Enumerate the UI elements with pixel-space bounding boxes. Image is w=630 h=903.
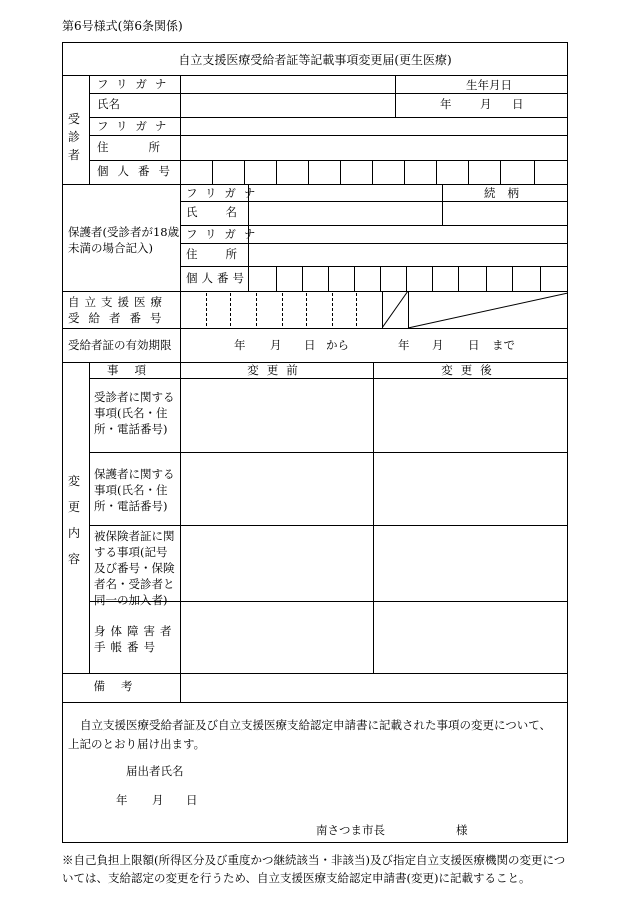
addressee-honorific: 様 — [456, 823, 468, 837]
date-month: 月 — [152, 793, 164, 807]
declaration-text: 自立支援医療受給者証及び自立支援医療支給認定申請書に記載された事項の変更について、上記のとおり届け出ます。 — [68, 718, 552, 751]
patient-furigana-label: フリガナ — [97, 77, 175, 91]
guardian-section-label: 保護者(受診者が18歳未満の場合記入) — [68, 225, 180, 255]
validity-to-day: 日 — [468, 338, 480, 352]
col-after-header: 変更後 — [441, 363, 500, 377]
form-title: 自立支援医療受給者証等記載事項変更届(更生医療) — [178, 53, 452, 67]
guardian-name-label: 氏名 — [186, 205, 265, 219]
col-before-header: 変更前 — [247, 363, 306, 377]
remarks-label: 備考 — [93, 679, 149, 693]
change-row-patient: 受診者に関する事項(氏名・住所・電話番号) — [94, 390, 175, 436]
recipient-number-label-1: 自立支援医療 — [68, 295, 167, 309]
birth-day: 日 — [512, 97, 524, 111]
patient-name-label: 氏名 — [97, 97, 120, 111]
recipient-number-label-2: 受給者番号 — [68, 311, 171, 325]
guardian-furigana-label: フリガナ — [186, 186, 264, 200]
validity-from-day: 日 — [304, 338, 316, 352]
relationship-label: 続柄 — [484, 186, 531, 200]
patient-mynumber-label: 個人番号 — [97, 164, 179, 178]
guardian-furigana2-label: フリガナ — [186, 227, 264, 241]
validity-to-month: 月 — [432, 338, 444, 352]
validity-from-year: 年 — [234, 338, 246, 352]
birthdate-label: 生年月日 — [466, 78, 512, 92]
birth-year: 年 — [440, 97, 452, 111]
validity-to-word: まで — [492, 338, 515, 352]
addressee-mayor: 南さつま市長 — [316, 823, 385, 837]
applicant-label: 届出者氏名 — [126, 764, 184, 778]
patient-section-label: 受診者 — [67, 112, 80, 162]
form-number: 第6号様式(第6条関係) — [62, 19, 183, 33]
guardian-mynumber-label: 個人番号 — [186, 271, 248, 285]
patient-address-label: 住所 — [97, 140, 200, 154]
footnote: ※自己負担上限額(所得区分及び重度かつ継続該当・非該当)及び指定自立支援医療機関の変更については、支給認定の変更を行うため、自立支援医療支給認定申請書(変更)に記載すること。 — [62, 853, 566, 885]
validity-to-year: 年 — [398, 338, 410, 352]
changes-section-label: 変更内容 — [67, 474, 80, 566]
validity-label: 受給者証の有効期限 — [68, 338, 172, 352]
change-row-disability: 身体障害者手帳番号 — [94, 624, 177, 654]
recipient-number-diagonals — [382, 291, 568, 328]
validity-from-month: 月 — [270, 338, 282, 352]
birth-month: 月 — [480, 97, 492, 111]
date-day: 日 — [186, 793, 198, 807]
change-row-insurance: 被保険者証に関する事項(記号及び番号・保険者名・受診者と同一の加入者) — [94, 529, 175, 607]
guardian-address-label: 住所 — [186, 247, 265, 261]
date-year: 年 — [116, 793, 128, 807]
validity-from-word: から — [326, 338, 349, 352]
patient-furigana2-label: フリガナ — [97, 119, 175, 133]
change-row-guardian: 保護者に関する事項(氏名・住所・電話番号) — [94, 467, 175, 513]
col-item-header: 事項 — [107, 363, 162, 377]
